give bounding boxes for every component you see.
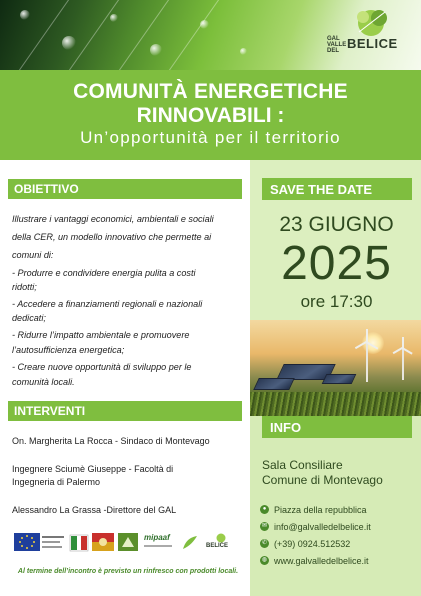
leaf-vein (156, 0, 226, 70)
speaker-line: Ingegnere Sciumè Giuseppe - Facoltà di (12, 464, 174, 474)
mipaaf-logo (144, 533, 176, 553)
objective-line: comuni di: (12, 250, 54, 260)
contact-phone[interactable] (260, 539, 421, 551)
objective-line: della CER, un modello innovativo che permette ai (12, 232, 212, 242)
contact-website[interactable] (260, 556, 421, 568)
location-pin-icon: ● (260, 505, 269, 514)
speaker-line: Ingegneria di Palermo (12, 477, 101, 487)
dew-drop (110, 14, 118, 22)
logo-del: DEL (327, 48, 339, 54)
eu-fund-logo-text (42, 533, 64, 553)
objective-heading: OBIETTIVO (8, 179, 242, 199)
leaf-vein (106, 0, 176, 70)
sponsor-logo-strip (14, 533, 244, 555)
solar-panel (322, 374, 357, 384)
event-year: 2025 (281, 237, 392, 290)
wind-turbine (402, 348, 404, 380)
logo-belice: BELICE (347, 36, 398, 51)
footer-note: Al termine dell’incontro è previsto un rinfresco con prodotti locali. (17, 568, 239, 575)
venue-line-1: Sala Consiliare (262, 458, 343, 472)
phone-text[interactable]: (+39) 0924.512532 (274, 539, 351, 549)
contact-email[interactable] (260, 522, 421, 534)
email-text[interactable]: info@galvalledelbelice.it (274, 522, 371, 532)
website-text[interactable]: www.galvalledelbelice.it (274, 556, 369, 566)
event-day: 23 GIUGNO (279, 213, 394, 236)
solar-field-photo (250, 320, 421, 416)
objective-line: - Creare nuove opportunità di sviluppo per le (12, 362, 192, 372)
venue-line-2: Comune di Montevago (262, 473, 383, 487)
objective-line: - Ridurre l’impatto ambientale e promuovere (12, 330, 190, 340)
dew-drop (62, 36, 76, 50)
wind-turbine (366, 342, 368, 382)
phone-icon: ✆ (261, 540, 268, 546)
objective-line: - Produrre e condividere energia pulita a costi (12, 268, 196, 278)
dew-drop (150, 44, 162, 56)
objective-line: ridotti; (12, 282, 37, 292)
dew-drop (240, 48, 247, 55)
gal-logo (327, 8, 397, 60)
title-line-1: COMUNITÀ ENERGETICHE (73, 80, 348, 103)
title-subtitle: Un’opportunità per il territorio (80, 128, 341, 147)
solar-panel (253, 378, 295, 390)
leaf-vein (56, 0, 126, 70)
address-text: Piazza della repubblica (274, 505, 367, 515)
info-heading: INFO (262, 416, 412, 438)
contact-address (260, 505, 421, 517)
header-leaf-photo (0, 0, 421, 70)
italy-republic-logo (68, 533, 90, 553)
globe-icon: ◍ (261, 557, 268, 563)
gal-small-leaf-icon (214, 533, 228, 543)
speaker-line: On. Margherita La Rocca - Sindaco di Montevago (12, 436, 210, 446)
objective-line: - Accedere a finanziamenti regionali e nazionali (12, 299, 203, 309)
objective-line: l’autosufficienza energetica; (12, 345, 125, 355)
event-time: ore 17:30 (300, 292, 373, 311)
sicily-region-logo (92, 533, 114, 553)
gal-belice-small-logo (202, 533, 238, 553)
grass (250, 392, 421, 416)
logo-small-text (327, 36, 346, 54)
logo-leaf-icon (327, 8, 397, 38)
logo-valle: VALLE (327, 42, 347, 48)
eu-flag-logo (14, 533, 40, 553)
speaker-line: Alessandro La Grassa -Direttore del GAL (12, 505, 177, 515)
turbine-blade (366, 329, 368, 342)
objective-line: Illustrare i vantaggi economici, ambientali e sociali (12, 214, 214, 224)
dew-drop (20, 10, 30, 20)
objective-line: dedicati; (12, 313, 46, 323)
psr-sicilia-logo (180, 533, 200, 553)
objective-line: comunità locali. (12, 377, 75, 387)
email-icon: ✉ (261, 523, 268, 529)
leader-logo (118, 533, 140, 553)
save-the-date-heading: SAVE THE DATE (262, 178, 412, 200)
logo-gal: GAL (327, 36, 340, 42)
dew-drop (200, 20, 209, 29)
mipaaf-logo-text: mipaaf (144, 533, 170, 542)
leaf-vein (6, 0, 76, 70)
interventions-heading: INTERVENTI (8, 401, 242, 421)
gal-small-logo-text: BELICE (206, 543, 229, 549)
title-line-2: RINNOVABILI : (136, 104, 285, 127)
